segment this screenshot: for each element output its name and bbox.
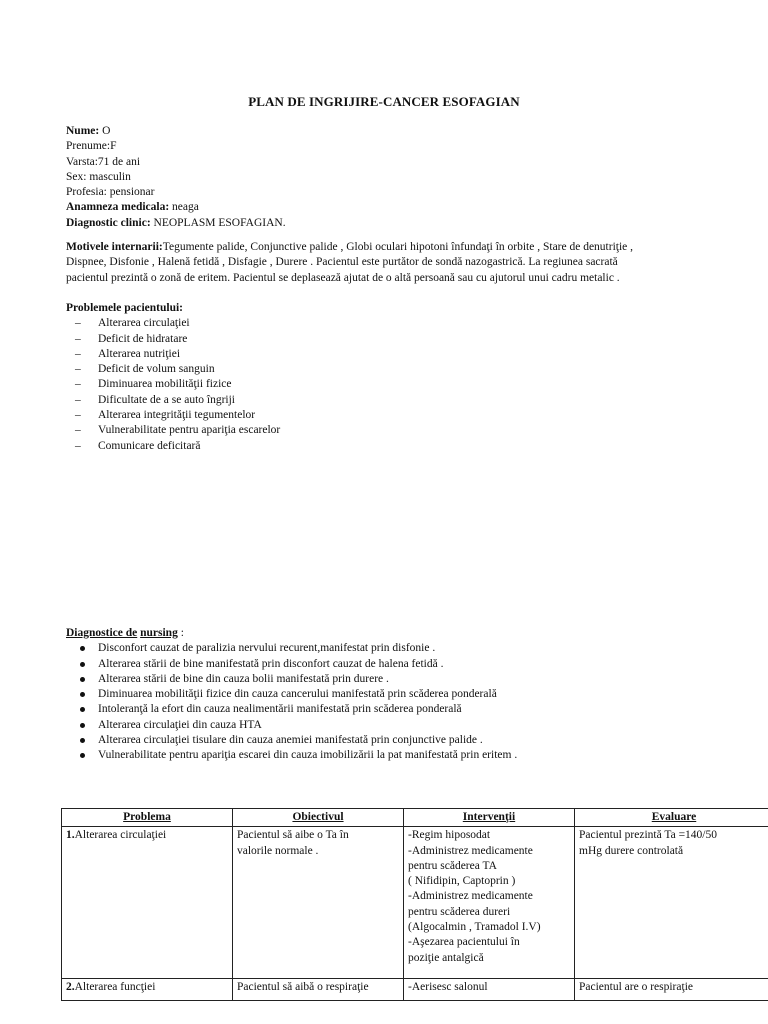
header-interventii: Intervenţii (404, 809, 575, 827)
patient-age: Varsta:71 de ani (66, 155, 141, 168)
admission-reasons: Motivele internarii:Tegumente palide, Conjunctive palide , Globi oculari hipotoni înfundaţi în orbite , Stare de denutriţie , Dispnee, Disfonie , Halenă fetidă , Disfagie , Durere . Pacientul este purtător de sondă nazogastrică. La regiunea sacrată pacientul prezintă o zonă de eritem. Pacientul se deplasează ajutat de o altă persoană sau cu ajutorul unui cadru metalic . (66, 241, 634, 284)
cell-obiectiv: Pacientul să aibă o respiraţie (233, 979, 404, 1001)
cell-interventii: -Aerisesc salonul (404, 979, 575, 1001)
table-row (62, 979, 768, 1001)
patient-info (66, 124, 716, 231)
header-problema: Problema (62, 809, 233, 827)
list-item: Intoleranţă la efort din cauza nealimentării manifestată prin scăderea ponderală (66, 702, 716, 717)
list-item: Alterarea circulaţiei tisulare din cauza anemiei manifestată prin conjunctive palide . (66, 733, 716, 748)
list-item: – Deficit de hidratare (66, 332, 716, 347)
patient-problems-label: Problemele pacientului: (66, 302, 184, 314)
nursing-diagnoses-label: Diagnostice de nursing : (66, 627, 184, 639)
header-obiectivul: Obiectivul (233, 809, 404, 827)
cell-interventii: -Regim hiposodat -Administrez medicamente pentru scăderea TA ( Nifidipin, Captoprin ) -Administrez medicamente pentru scăderea dureri (Algocalmin , Tramadol I.V) -Aşezarea pacientului în poziţie antalgică (404, 827, 575, 979)
patient-name: Nume: O (66, 125, 111, 137)
cell-problema: 2.Alterarea funcţiei (62, 979, 233, 1001)
admission-reasons-label: Motivele internarii: (66, 241, 163, 253)
document-title: PLAN DE INGRIJIRE-CANCER ESOFAGIAN (248, 94, 520, 109)
care-plan-table (61, 808, 768, 1001)
list-item: – Vulnerabilitate pentru apariţia escarelor (66, 423, 716, 438)
list-item: – Diminuarea mobilităţii fizice (66, 377, 716, 392)
list-item: – Alterarea nutriţiei (66, 347, 716, 362)
list-item: Alterarea circulaţiei din cauza HTA (66, 718, 716, 733)
list-item: – Deficit de volum sanguin (66, 362, 716, 377)
cell-evaluare: Pacientul are o respiraţie (575, 979, 768, 1001)
patient-diagnosis: Diagnostic clinic: NEOPLASM ESOFAGIAN. (66, 216, 286, 229)
list-item: Disconfort cauzat de paralizia nervului recurent,manifestat prin disfonie . (66, 641, 716, 656)
table-row (62, 827, 768, 979)
list-item: Alterarea stării de bine manifestată prin disconfort cauzat de halena fetidă . (66, 657, 716, 672)
cell-evaluare: Pacientul prezintă Ta =140/50 mHg durere controlată (575, 827, 768, 979)
patient-problems-list (66, 316, 716, 454)
patient-problems (66, 301, 716, 454)
list-item: – Comunicare deficitară (66, 439, 716, 454)
header-evaluare: Evaluare (575, 809, 768, 827)
patient-prenume: Prenume:F (66, 140, 117, 153)
table-header-row (62, 809, 768, 827)
list-item: – Alterarea integrităţii tegumentelor (66, 408, 716, 423)
cell-problema: 1.Alterarea circulaţiei (62, 827, 233, 979)
cell-obiectiv: Pacientul să aibe o Ta în valorile normale . (233, 827, 404, 979)
nursing-diagnoses (66, 626, 716, 764)
patient-profession: Profesia: pensionar (66, 186, 155, 199)
patient-sex: Sex: masculin (66, 170, 131, 183)
list-item: Alterarea stării de bine din cauza bolii manifestată prin durere . (66, 672, 716, 687)
list-item: – Dificultate de a se auto îngriji (66, 393, 716, 408)
nursing-diagnoses-list (66, 641, 716, 763)
list-item: Vulnerabilitate pentru apariţia escarei din cauza imobilizării la pat manifestată prin eritem . (66, 748, 716, 763)
list-item: – Alterarea circulaţiei (66, 316, 716, 331)
list-item: Diminuarea mobilităţii fizice din cauza cancerului manifestată prin scăderea ponderală (66, 687, 716, 702)
patient-anamnesis: Anamneza medicala: neaga (66, 201, 199, 214)
